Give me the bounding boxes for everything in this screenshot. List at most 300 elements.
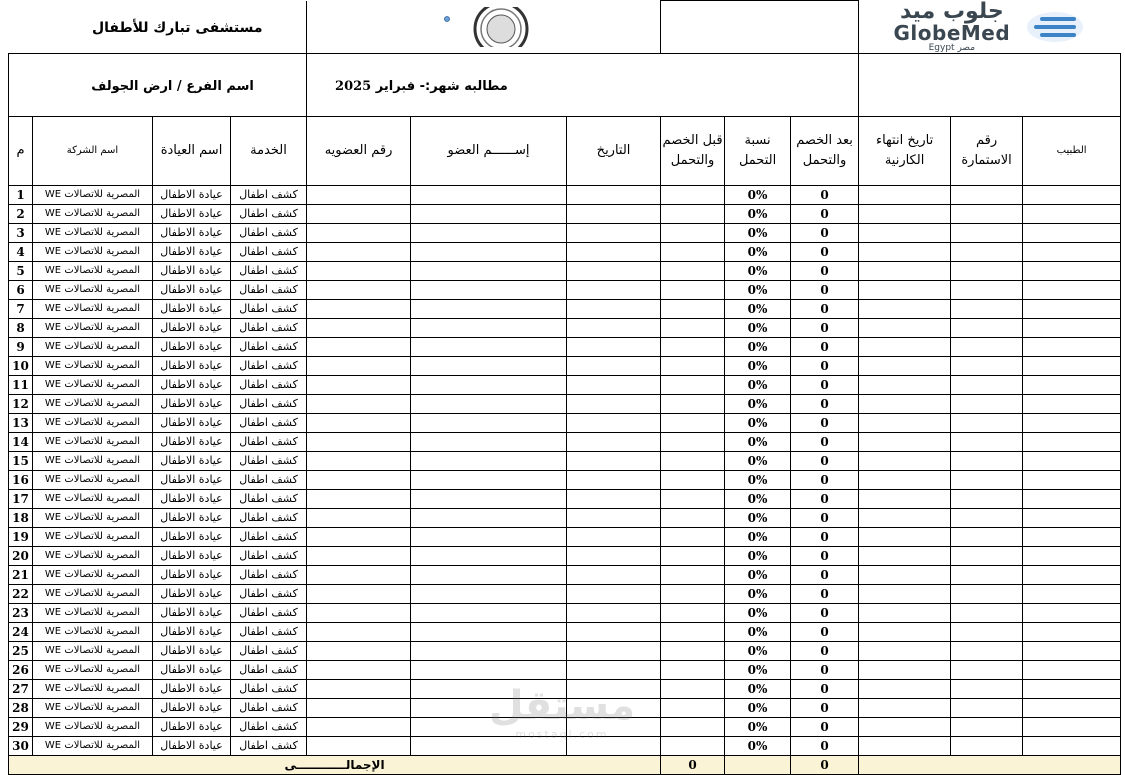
globemed-logo-icon (1024, 10, 1086, 44)
row-doctor (1023, 432, 1121, 451)
row-doctor (1023, 489, 1121, 508)
row-doctor (1023, 185, 1121, 204)
row-coverage-ratio: 0% (725, 356, 791, 375)
row-clinic: عيادة الاطفال (153, 489, 231, 508)
row-clinic: عيادة الاطفال (153, 698, 231, 717)
row-card-expiry (859, 242, 951, 261)
row-service: كشف اطفال (231, 546, 307, 565)
row-clinic: عيادة الاطفال (153, 470, 231, 489)
row-index: 19 (9, 527, 33, 546)
row-doctor (1023, 375, 1121, 394)
row-coverage-ratio: 0% (725, 299, 791, 318)
row-clinic: عيادة الاطفال (153, 432, 231, 451)
row-coverage-ratio: 0% (725, 736, 791, 755)
row-form-no (951, 280, 1023, 299)
row-date (567, 736, 661, 755)
row-coverage-ratio: 0% (725, 489, 791, 508)
row-coverage-ratio: 0% (725, 527, 791, 546)
row-date (567, 717, 661, 736)
row-member-no (307, 204, 411, 223)
row-member-no (307, 470, 411, 489)
row-before-discount (661, 565, 725, 584)
row-doctor (1023, 641, 1121, 660)
row-index: 22 (9, 584, 33, 603)
row-doctor (1023, 318, 1121, 337)
row-date (567, 432, 661, 451)
row-doctor (1023, 394, 1121, 413)
row-clinic: عيادة الاطفال (153, 318, 231, 337)
row-date (567, 451, 661, 470)
table-row (9, 565, 1121, 584)
row-index: 2 (9, 204, 33, 223)
totals-label: الإجمالــــــــــــى (9, 755, 661, 774)
row-coverage-ratio: 0% (725, 603, 791, 622)
row-after-discount: 0 (791, 356, 859, 375)
row-form-no (951, 679, 1023, 698)
row-form-no (951, 489, 1023, 508)
row-date (567, 223, 661, 242)
row-form-no (951, 641, 1023, 660)
row-clinic: عيادة الاطفال (153, 451, 231, 470)
row-before-discount (661, 679, 725, 698)
col-doctor: الطبيب (1023, 116, 1121, 185)
row-member-no (307, 451, 411, 470)
row-after-discount: 0 (791, 299, 859, 318)
row-index: 10 (9, 356, 33, 375)
col-member-no: رقم العضويه (307, 116, 411, 185)
row-coverage-ratio: 0% (725, 641, 791, 660)
row-after-discount: 0 (791, 261, 859, 280)
row-date (567, 641, 661, 660)
row-date (567, 565, 661, 584)
row-card-expiry (859, 394, 951, 413)
row-card-expiry (859, 660, 951, 679)
table-row (9, 470, 1121, 489)
table-row (9, 280, 1121, 299)
row-clinic: عيادة الاطفال (153, 679, 231, 698)
row-company: WE المصرية للاتصالات (33, 622, 153, 641)
claim-sheet (8, 0, 1120, 775)
table-row (9, 185, 1121, 204)
row-clinic: عيادة الاطفال (153, 185, 231, 204)
row-before-discount (661, 185, 725, 204)
row-doctor (1023, 470, 1121, 489)
row-doctor (1023, 261, 1121, 280)
row-index: 4 (9, 242, 33, 261)
row-service: كشف اطفال (231, 185, 307, 204)
row-date (567, 337, 661, 356)
row-index: 25 (9, 641, 33, 660)
mostaql-watermark: مستقل mostaql.com (488, 683, 636, 741)
table-row (9, 413, 1121, 432)
branch-label: اسم الفرع / ارض الجولف (91, 79, 254, 94)
row-clinic: عيادة الاطفال (153, 546, 231, 565)
row-service: كشف اطفال (231, 337, 307, 356)
row-doctor (1023, 356, 1121, 375)
table-row (9, 584, 1121, 603)
row-clinic: عيادة الاطفال (153, 204, 231, 223)
row-coverage-ratio: 0% (725, 698, 791, 717)
row-member-no (307, 337, 411, 356)
row-after-discount: 0 (791, 660, 859, 679)
row-member-name (411, 337, 567, 356)
row-service: كشف اطفال (231, 299, 307, 318)
row-coverage-ratio: 0% (725, 242, 791, 261)
row-date (567, 622, 661, 641)
row-card-expiry (859, 565, 951, 584)
row-card-expiry (859, 299, 951, 318)
row-date (567, 375, 661, 394)
row-before-discount (661, 337, 725, 356)
row-service: كشف اطفال (231, 242, 307, 261)
row-member-no (307, 432, 411, 451)
col-service: الخدمة (231, 116, 307, 185)
row-date (567, 318, 661, 337)
row-company: WE المصرية للاتصالات (33, 413, 153, 432)
row-service: كشف اطفال (231, 394, 307, 413)
row-index: 3 (9, 223, 33, 242)
row-member-no (307, 242, 411, 261)
table-row (9, 394, 1121, 413)
row-clinic: عيادة الاطفال (153, 736, 231, 755)
row-member-no (307, 223, 411, 242)
row-member-no (307, 394, 411, 413)
table-row (9, 261, 1121, 280)
row-form-no (951, 603, 1023, 622)
row-index: 28 (9, 698, 33, 717)
row-service: كشف اطفال (231, 603, 307, 622)
row-card-expiry (859, 489, 951, 508)
row-card-expiry (859, 641, 951, 660)
row-coverage-ratio: 0% (725, 223, 791, 242)
row-clinic: عيادة الاطفال (153, 375, 231, 394)
row-coverage-ratio: 0% (725, 432, 791, 451)
row-before-discount (661, 432, 725, 451)
row-before-discount (661, 242, 725, 261)
row-before-discount (661, 584, 725, 603)
row-member-name (411, 280, 567, 299)
row-clinic: عيادة الاطفال (153, 299, 231, 318)
table-row (9, 660, 1121, 679)
row-member-name (411, 204, 567, 223)
row-service: كشف اطفال (231, 527, 307, 546)
totals-row (9, 755, 1121, 774)
table-row (9, 622, 1121, 641)
row-member-no (307, 584, 411, 603)
row-after-discount: 0 (791, 508, 859, 527)
row-clinic: عيادة الاطفال (153, 641, 231, 660)
row-before-discount (661, 603, 725, 622)
row-after-discount: 0 (791, 337, 859, 356)
row-member-no (307, 641, 411, 660)
row-index: 5 (9, 261, 33, 280)
row-member-name (411, 565, 567, 584)
row-service: كشف اطفال (231, 660, 307, 679)
row-card-expiry (859, 185, 951, 204)
table-row (9, 242, 1121, 261)
row-member-name (411, 470, 567, 489)
row-member-name (411, 375, 567, 394)
row-doctor (1023, 603, 1121, 622)
row-date (567, 527, 661, 546)
row-service: كشف اطفال (231, 375, 307, 394)
row-coverage-ratio: 0% (725, 394, 791, 413)
row-date (567, 660, 661, 679)
row-member-name (411, 185, 567, 204)
row-clinic: عيادة الاطفال (153, 508, 231, 527)
row-service: كشف اطفال (231, 261, 307, 280)
row-company: WE المصرية للاتصالات (33, 375, 153, 394)
row-after-discount: 0 (791, 584, 859, 603)
row-form-no (951, 299, 1023, 318)
row-index: 23 (9, 603, 33, 622)
row-index: 14 (9, 432, 33, 451)
row-doctor (1023, 565, 1121, 584)
row-form-no (951, 451, 1023, 470)
row-member-no (307, 413, 411, 432)
row-form-no (951, 185, 1023, 204)
row-date (567, 698, 661, 717)
row-doctor (1023, 451, 1121, 470)
table-row (9, 698, 1121, 717)
table-row (9, 356, 1121, 375)
row-form-no (951, 527, 1023, 546)
row-after-discount: 0 (791, 622, 859, 641)
row-coverage-ratio: 0% (725, 717, 791, 736)
row-member-name (411, 356, 567, 375)
table-row (9, 527, 1121, 546)
row-card-expiry (859, 717, 951, 736)
row-coverage-ratio: 0% (725, 470, 791, 489)
row-member-name (411, 261, 567, 280)
branch-cell (9, 53, 307, 116)
row-member-name (411, 641, 567, 660)
row-service: كشف اطفال (231, 489, 307, 508)
row-date (567, 413, 661, 432)
row-form-no (951, 508, 1023, 527)
row-doctor (1023, 546, 1121, 565)
row-member-name (411, 622, 567, 641)
row-index: 21 (9, 565, 33, 584)
row-after-discount: 0 (791, 489, 859, 508)
claim-table (8, 0, 1121, 775)
row-before-discount (661, 698, 725, 717)
row-member-name (411, 717, 567, 736)
row-doctor (1023, 660, 1121, 679)
row-date (567, 356, 661, 375)
row-index: 1 (9, 185, 33, 204)
row-index: 20 (9, 546, 33, 565)
row-service: كشف اطفال (231, 470, 307, 489)
table-row (9, 736, 1121, 755)
row-clinic: عيادة الاطفال (153, 717, 231, 736)
row-service: كشف اطفال (231, 204, 307, 223)
row-member-no (307, 508, 411, 527)
row-before-discount (661, 413, 725, 432)
blank-header-cell (661, 1, 859, 54)
col-before-discount: قبل الخصم والتحمل (661, 116, 725, 185)
row-company: WE المصرية للاتصالات (33, 736, 153, 755)
row-date (567, 584, 661, 603)
row-after-discount: 0 (791, 185, 859, 204)
row-after-discount: 0 (791, 223, 859, 242)
row-service: كشف اطفال (231, 508, 307, 527)
row-before-discount (661, 508, 725, 527)
row-before-discount (661, 394, 725, 413)
row-member-name (411, 451, 567, 470)
row-company: WE المصرية للاتصالات (33, 451, 153, 470)
row-after-discount: 0 (791, 527, 859, 546)
row-date (567, 489, 661, 508)
row-member-no (307, 736, 411, 755)
row-before-discount (661, 299, 725, 318)
row-service: كشف اطفال (231, 318, 307, 337)
row-clinic: عيادة الاطفال (153, 337, 231, 356)
row-company: WE المصرية للاتصالات (33, 432, 153, 451)
row-date (567, 261, 661, 280)
row-card-expiry (859, 451, 951, 470)
row-member-no (307, 261, 411, 280)
row-member-no (307, 318, 411, 337)
row-date (567, 546, 661, 565)
row-company: WE المصرية للاتصالات (33, 470, 153, 489)
row-before-discount (661, 375, 725, 394)
row-member-name (411, 432, 567, 451)
row-before-discount (661, 451, 725, 470)
row-doctor (1023, 508, 1121, 527)
hospital-seal-logo (439, 7, 529, 47)
row-coverage-ratio: 0% (725, 337, 791, 356)
row-member-no (307, 679, 411, 698)
row-date (567, 508, 661, 527)
logo-english-text: GlobeMed (893, 20, 1011, 45)
row-member-name (411, 394, 567, 413)
row-form-no (951, 356, 1023, 375)
row-form-no (951, 546, 1023, 565)
row-date (567, 280, 661, 299)
row-after-discount: 0 (791, 470, 859, 489)
row-date (567, 470, 661, 489)
row-service: كشف اطفال (231, 356, 307, 375)
row-card-expiry (859, 527, 951, 546)
row-service: كشف اطفال (231, 565, 307, 584)
row-card-expiry (859, 356, 951, 375)
row-member-name (411, 413, 567, 432)
row-service: كشف اطفال (231, 698, 307, 717)
row-index: 18 (9, 508, 33, 527)
row-form-no (951, 622, 1023, 641)
row-after-discount: 0 (791, 679, 859, 698)
row-doctor (1023, 717, 1121, 736)
col-coverage-ratio: نسبة التحمل (725, 116, 791, 185)
row-company: WE المصرية للاتصالات (33, 204, 153, 223)
row-coverage-ratio: 0% (725, 622, 791, 641)
row-company: WE المصرية للاتصالات (33, 641, 153, 660)
row-date (567, 185, 661, 204)
row-index: 15 (9, 451, 33, 470)
row-card-expiry (859, 584, 951, 603)
globemed-logo-cell (859, 1, 1121, 54)
table-row (9, 641, 1121, 660)
row-before-discount (661, 660, 725, 679)
row-after-discount: 0 (791, 565, 859, 584)
row-after-discount: 0 (791, 641, 859, 660)
table-row (9, 432, 1121, 451)
row-index: 9 (9, 337, 33, 356)
row-after-discount: 0 (791, 413, 859, 432)
row-card-expiry (859, 261, 951, 280)
table-row (9, 223, 1121, 242)
row-before-discount (661, 489, 725, 508)
table-row (9, 451, 1121, 470)
row-member-no (307, 527, 411, 546)
row-company: WE المصرية للاتصالات (33, 242, 153, 261)
claim-rows (9, 185, 1121, 755)
row-card-expiry (859, 698, 951, 717)
row-clinic: عيادة الاطفال (153, 242, 231, 261)
row-card-expiry (859, 432, 951, 451)
row-member-no (307, 185, 411, 204)
row-form-no (951, 261, 1023, 280)
row-date (567, 679, 661, 698)
row-doctor (1023, 584, 1121, 603)
row-service: كشف اطفال (231, 451, 307, 470)
row-coverage-ratio: 0% (725, 546, 791, 565)
row-index: 11 (9, 375, 33, 394)
row-form-no (951, 223, 1023, 242)
row-form-no (951, 660, 1023, 679)
row-member-name (411, 736, 567, 755)
row-company: WE المصرية للاتصالات (33, 299, 153, 318)
row-after-discount: 0 (791, 318, 859, 337)
row-doctor (1023, 413, 1121, 432)
row-member-name (411, 242, 567, 261)
row-card-expiry (859, 337, 951, 356)
row-company: WE المصرية للاتصالات (33, 185, 153, 204)
row-card-expiry (859, 603, 951, 622)
row-coverage-ratio: 0% (725, 508, 791, 527)
row-card-expiry (859, 622, 951, 641)
row-member-no (307, 280, 411, 299)
row-after-discount: 0 (791, 451, 859, 470)
row-member-name (411, 508, 567, 527)
row-before-discount (661, 280, 725, 299)
row-card-expiry (859, 546, 951, 565)
row-index: 29 (9, 717, 33, 736)
row-company: WE المصرية للاتصالات (33, 223, 153, 242)
row-before-discount (661, 527, 725, 546)
col-company: اسم الشركة (33, 116, 153, 185)
row-coverage-ratio: 0% (725, 413, 791, 432)
row-member-no (307, 622, 411, 641)
row-index: 6 (9, 280, 33, 299)
row-service: كشف اطفال (231, 717, 307, 736)
row-doctor (1023, 337, 1121, 356)
row-doctor (1023, 204, 1121, 223)
row-company: WE المصرية للاتصالات (33, 679, 153, 698)
row-member-name (411, 698, 567, 717)
row-date (567, 394, 661, 413)
row-clinic: عيادة الاطفال (153, 603, 231, 622)
row-service: كشف اطفال (231, 280, 307, 299)
row-doctor (1023, 527, 1121, 546)
row-before-discount (661, 356, 725, 375)
row-card-expiry (859, 736, 951, 755)
row-clinic: عيادة الاطفال (153, 223, 231, 242)
table-row (9, 204, 1121, 223)
row-member-name (411, 299, 567, 318)
row-member-no (307, 603, 411, 622)
